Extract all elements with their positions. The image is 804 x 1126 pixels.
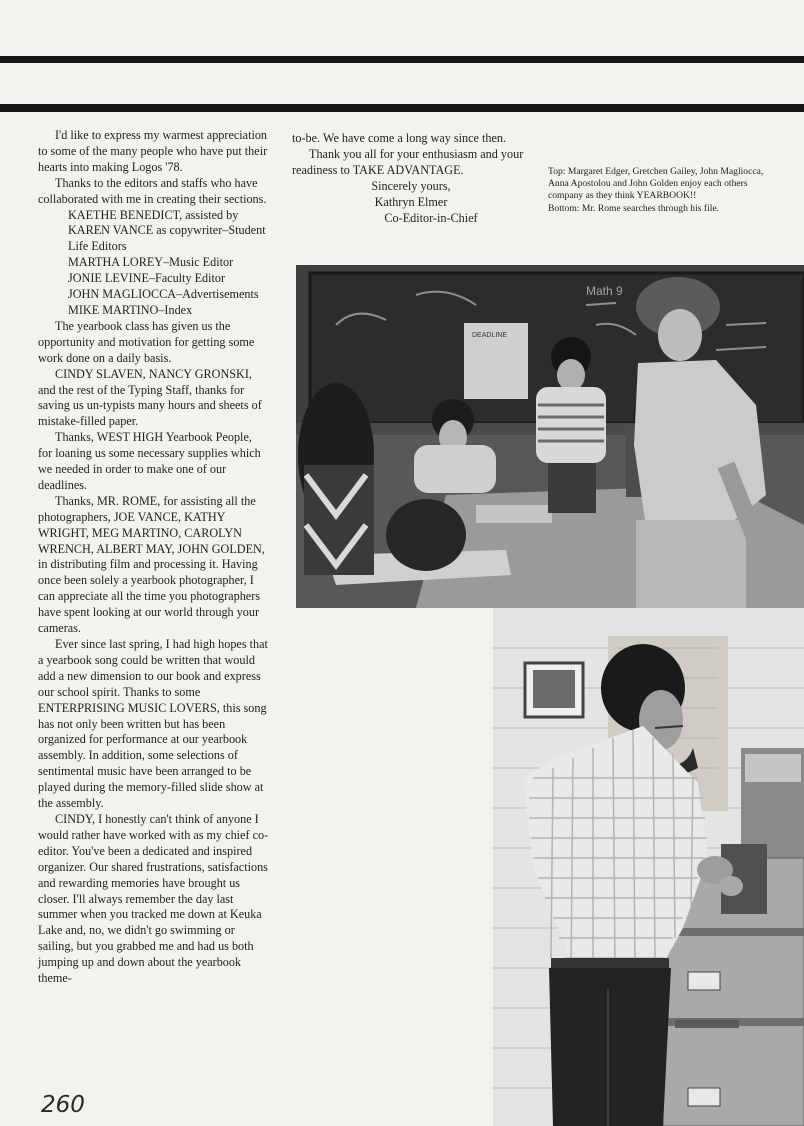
signature-title: Co-Editor-in-Chief [384, 210, 478, 225]
photo-top-classroom [296, 265, 804, 608]
paragraph: Thank you all for your enthusiasm and your readiness to TAKE ADVANTAGE. [292, 146, 524, 177]
middle-column [292, 131, 530, 226]
left-column [38, 128, 269, 987]
paragraph-continued: to-be. We have come a long way since then. [292, 131, 507, 145]
photo-bottom-file-cabinet [493, 608, 804, 1126]
paragraph: The yearbook class has given us the opportunity and motivation for getting some work done on a daily basis. [38, 318, 255, 365]
page-number: 260 [41, 1092, 85, 1118]
paragraph: CINDY SLAVEN, NANCY GRONSKI, and the rest of the Typing Staff, thanks for saving us un-typists many hours and sheets of mistake-filled paper. [38, 366, 262, 429]
editor-credit: MIKE MARTINO–Index [68, 302, 193, 317]
paragraph: Ever since last spring, I had high hopes that a yearbook song could be written that would add a new dimension to our book and express our school spirit. Thanks to some ENTERPRISING MUSIC LOVERS, this song has not only been written but has been organized for performance at our yearbook assembly. In addition, some selections of sentimental music have been arranged to be played during the memory-filled slide show at the assembly. [38, 637, 268, 811]
paragraph: I'd like to express my warmest appreciation to some of the many people who have put their hearts into making Logos '78. [38, 128, 268, 174]
deadline-sign: DEADLINE [472, 332, 508, 339]
signature-name: Kathryn Elmer [374, 194, 448, 209]
board-writing: Math 9 [586, 284, 623, 298]
paragraph: Thanks to the editors and staffs who have collaborated with me in creating their sections. [38, 175, 267, 206]
caption-bottom: Bottom: Mr. Rome searches through his file. [548, 202, 720, 214]
editor-credit: JOHN MAGLIOCCA–Advertisements [68, 287, 259, 302]
editor-credit: MARTHA LOREY–Music Editor [68, 255, 234, 270]
caption-top: Top: Margaret Edger, Gretchen Gailey, John Magliocca, Anna Apostolou and John Golden enjoy each others company as they think YEARBOOK!! [548, 166, 764, 202]
top-rule-1 [0, 56, 804, 63]
top-rule-2 [0, 104, 804, 112]
paragraph: Thanks, MR. ROME, for assisting all the photographers, JOE VANCE, KATHY WRIGHT, MEG MARTINO, CAROLYN WRENCH, ALBERT MAY, JOHN GOLDEN, in distributing film and processing it. Having once been solely a yearbook photographer, I can appreciate all the time you photographers have spent looking at our world through your cameras. [38, 493, 265, 636]
editor-credit: KAETHE BENEDICT, assisted by KAREN VANCE as copywriter–Student Life Editors [68, 207, 266, 254]
paragraph: CINDY, I honestly can't think of anyone I would rather have worked with as my chief co-editor. You've been a dedicated and inspired organizer. Our shared frustrations, satisfactions and rewarding memories have brought us closer. I'll always remember the day last summer when you tracked me down at Keuka Lake and, no, we didn't go swimming or sailing, but you grabbed me and had us both jumping up and down about the yearbook theme- [38, 811, 269, 986]
photo-caption [548, 166, 780, 215]
editor-credit: JONIE LEVINE–Faculty Editor [68, 271, 226, 286]
closing: Sincerely yours, [371, 178, 451, 193]
paragraph: Thanks, WEST HIGH Yearbook People, for loaning us some necessary supplies which we needed in order to make one of our deadlines. [38, 430, 261, 492]
